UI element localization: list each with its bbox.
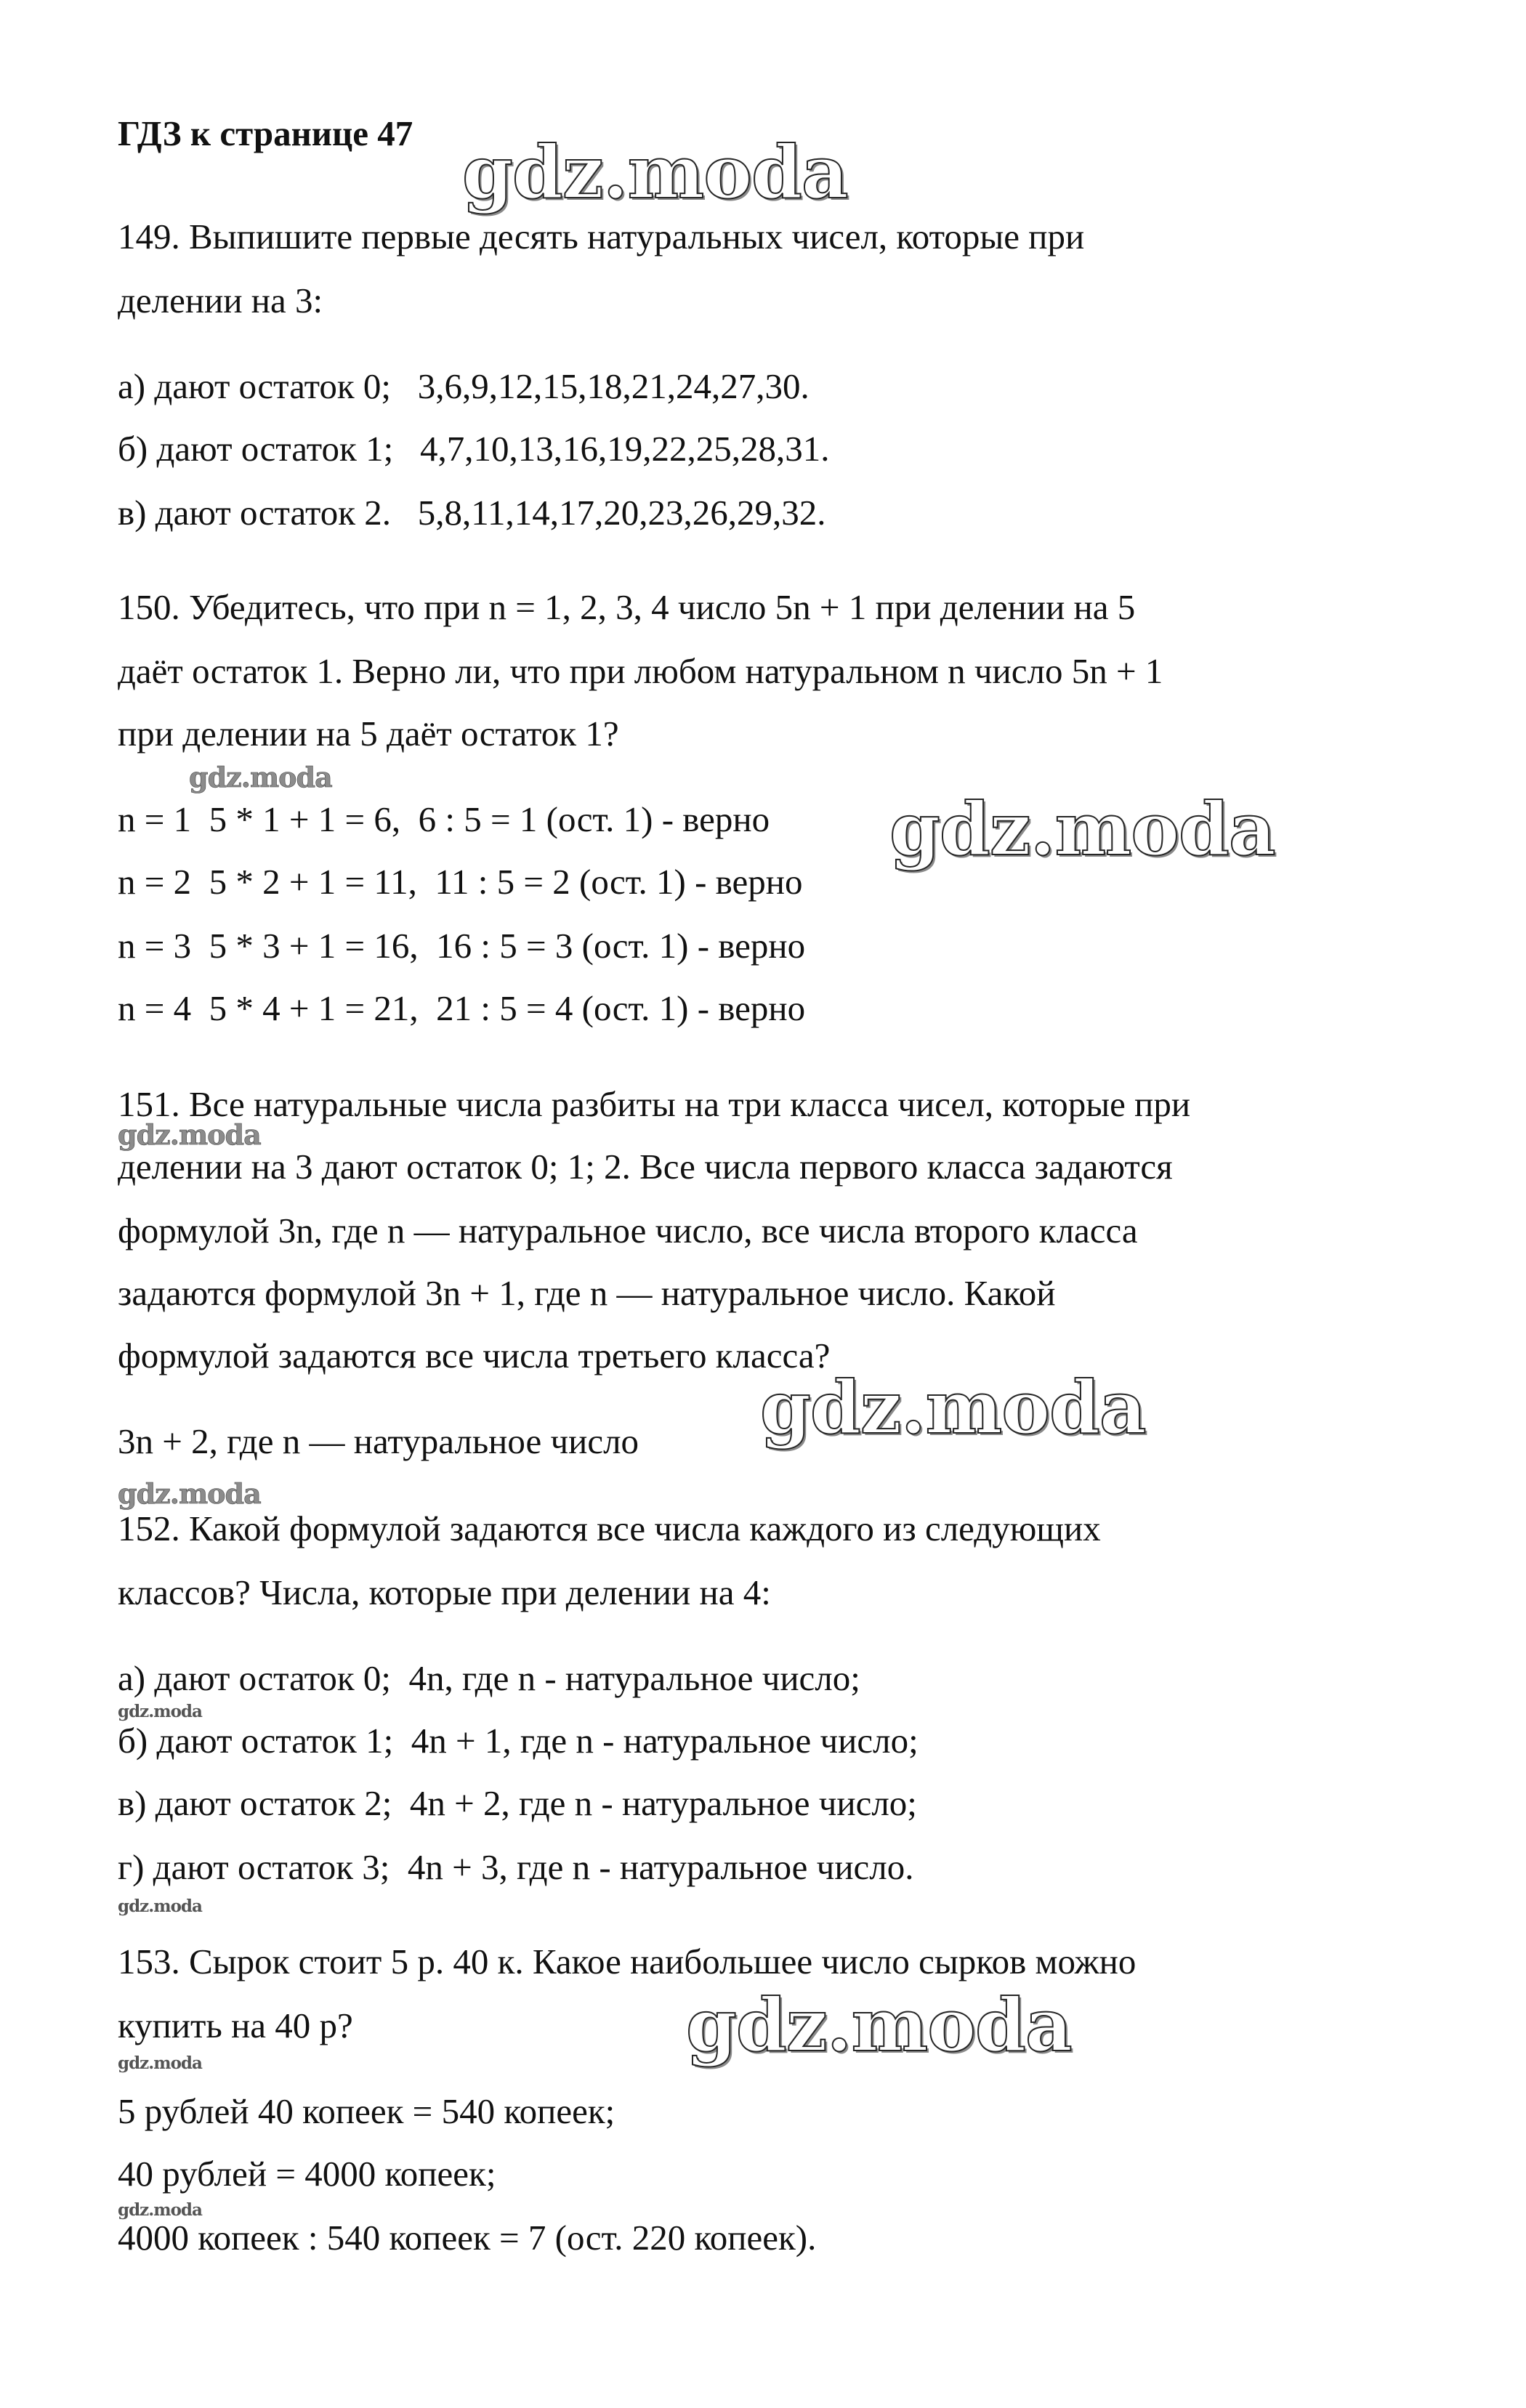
problem-151-text-line: задаются формулой 3n + 1, где n — натуральное число. Какой: [118, 1273, 1056, 1313]
problem-149-answer-a: а) дают остаток 0; 3,6,9,12,15,18,21,24,27,30.: [118, 366, 810, 406]
watermark: gdz.moda: [118, 2200, 202, 2220]
problem-153-answer-line: 5 рублей 40 копеек = 540 копеек;: [118, 2091, 615, 2131]
problem-151-text-line: формулой задаются все числа третьего класса?: [118, 1336, 831, 1375]
problem-149-answer-b: б) дают остаток 1; 4,7,10,13,16,19,22,25,28,31.: [118, 429, 830, 469]
problem-152-text-line: 152. Какой формулой задаются все числа каждого из следующих: [118, 1508, 1101, 1548]
problem-150-text-line: при делении на 5 даёт остаток 1?: [118, 714, 619, 753]
page-title: ГДЗ к странице 47: [118, 113, 413, 153]
problem-153-text-line: купить на 40 р?: [118, 2005, 353, 2045]
problem-150-answer-line: n = 3 5 * 3 + 1 = 16, 16 : 5 = 3 (ост. 1) - верно: [118, 926, 806, 966]
watermark: gdz.moda: [189, 761, 332, 793]
problem-152-text-line: классов? Числа, которые при делении на 4:: [118, 1572, 771, 1612]
problem-150-text-line: даёт остаток 1. Верно ли, что при любом натуральном n число 5n + 1: [118, 651, 1163, 691]
watermark: gdz.moda: [118, 2053, 202, 2073]
problem-149-text-line: 149. Выпишите первые десять натуральных чисел, которые при: [118, 217, 1085, 256]
watermark: gdz.moda: [118, 1118, 261, 1151]
problem-149-answer-c: в) дают остаток 2. 5,8,11,14,17,20,23,26,29,32.: [118, 493, 826, 533]
problem-152-answer-b: б) дают остаток 1; 4n + 1, где n - натуральное число;: [118, 1721, 919, 1761]
watermark: gdz.moda: [118, 1896, 202, 1916]
watermark: gdz.moda: [686, 1982, 1072, 2068]
problem-152-answer-c: в) дают остаток 2; 4n + 2, где n - натуральное число;: [118, 1783, 917, 1823]
watermark: gdz.moda: [118, 1477, 261, 1510]
problem-153-text-line: 153. Сырок стоит 5 р. 40 к. Какое наибольшее число сырков можно: [118, 1942, 1137, 1981]
problem-151-answer: 3n + 2, где n — натуральное число: [118, 1421, 639, 1461]
watermark: gdz.moda: [118, 1702, 202, 1721]
problem-150-text-line: 150. Убедитесь, что при n = 1, 2, 3, 4 число 5n + 1 при делении на 5: [118, 587, 1136, 627]
watermark: gdz.moda: [889, 786, 1275, 872]
problem-152-answer-a: а) дают остаток 0; 4n, где n - натуральное число;: [118, 1658, 860, 1698]
problem-150-answer-line: n = 2 5 * 2 + 1 = 11, 11 : 5 = 2 (ост. 1) - верно: [118, 862, 803, 902]
problem-150-answer-line: n = 1 5 * 1 + 1 = 6, 6 : 5 = 1 (ост. 1) - верно: [118, 799, 770, 839]
problem-153-answer-line: 4000 копеек : 540 копеек = 7 (ост. 220 копеек).: [118, 2218, 817, 2258]
problem-151-text-line: 151. Все натуральные числа разбиты на три класса чисел, которые при: [118, 1084, 1191, 1124]
watermark: gdz.moda: [462, 129, 848, 215]
problem-152-answer-d: г) дают остаток 3; 4n + 3, где n - натуральное число.: [118, 1847, 914, 1887]
watermark: gdz.moda: [760, 1365, 1146, 1450]
problem-151-text-line: делении на 3 дают остаток 0; 1; 2. Все числа первого класса задаются: [118, 1147, 1173, 1187]
problem-150-answer-line: n = 4 5 * 4 + 1 = 21, 21 : 5 = 4 (ост. 1) - верно: [118, 988, 806, 1028]
problem-151-text-line: формулой 3n, где n — натуральное число, все числа второго класса: [118, 1211, 1138, 1251]
problem-149-text-line: делении на 3:: [118, 280, 323, 320]
problem-153-answer-line: 40 рублей = 4000 копеек;: [118, 2154, 496, 2194]
